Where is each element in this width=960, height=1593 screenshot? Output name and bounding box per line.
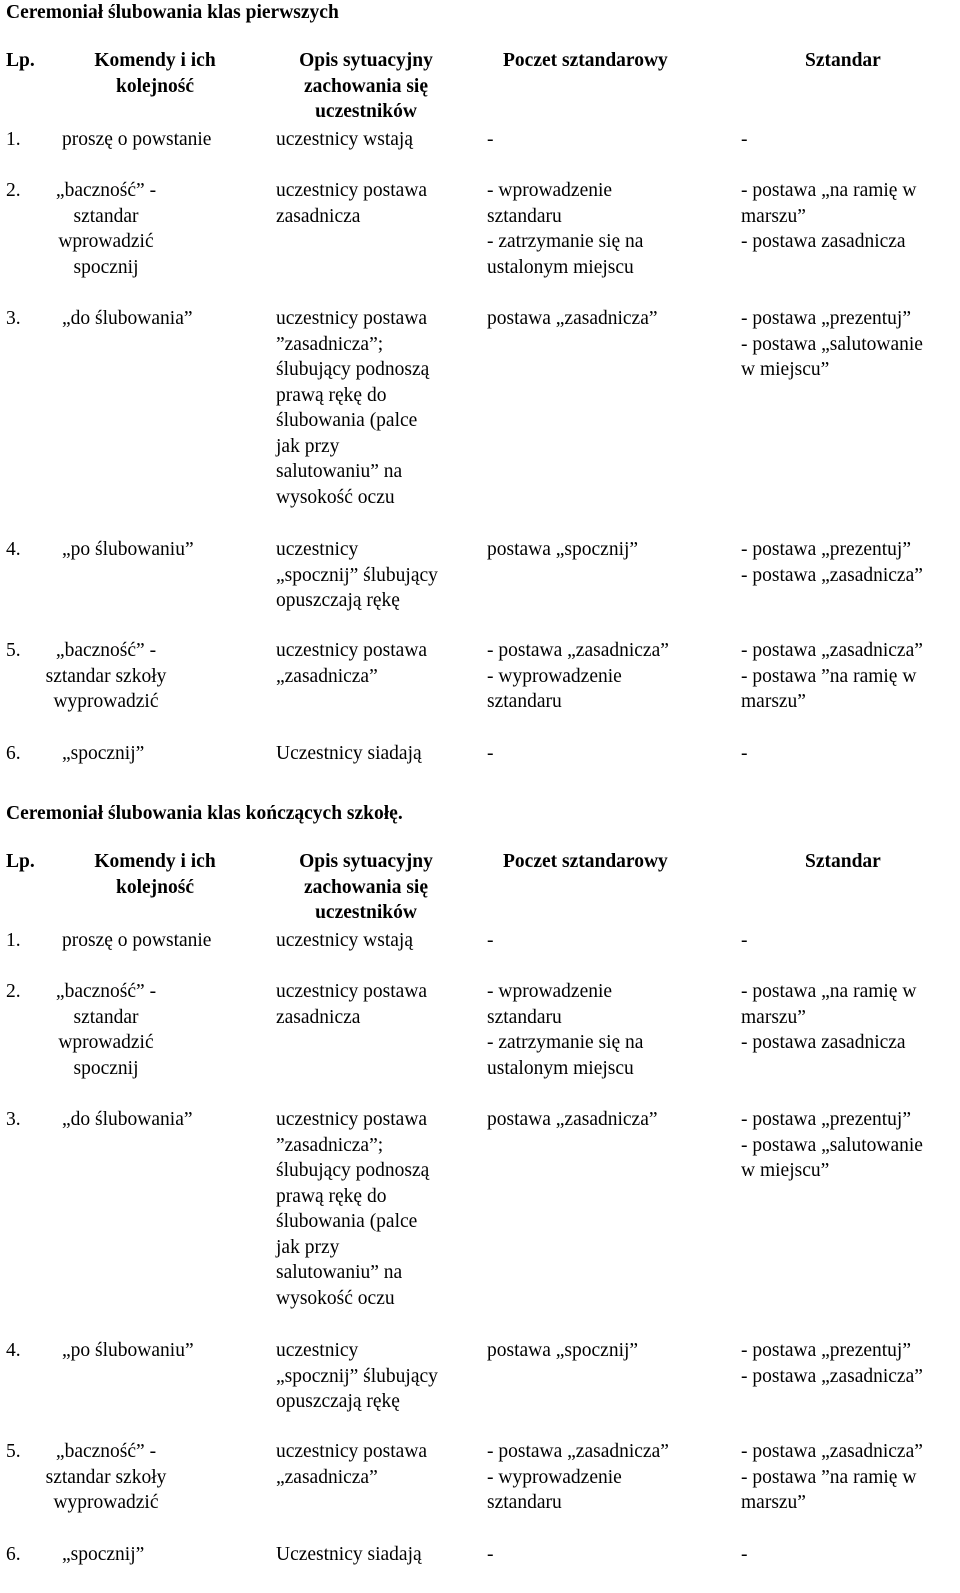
header-opis	[281, 48, 451, 125]
description-line: opuszczają rękę	[276, 590, 400, 611]
description-cell	[276, 638, 427, 689]
header-poczet: Poczet sztandarowy	[503, 50, 668, 71]
description-cell	[276, 178, 427, 229]
header-sztandar: Sztandar	[805, 851, 881, 872]
color-guard-line: -	[487, 930, 494, 951]
color-guard-line: ustalonym miejscu	[487, 256, 634, 278]
banner-cell	[741, 1338, 923, 1389]
row-number: 5.	[6, 640, 21, 661]
color-guard-line: - zatrzymanie się na	[487, 231, 644, 252]
color-guard-line: sztandaru	[487, 205, 562, 227]
row-number: 3.	[6, 308, 21, 329]
color-guard-cell	[487, 1542, 494, 1568]
banner-line: marszu”	[741, 1492, 806, 1513]
color-guard-cell	[487, 1107, 658, 1133]
command-line: „spocznij”	[62, 1544, 145, 1565]
color-guard-line: -	[487, 129, 494, 150]
banner-line: - postawa „na ramię w	[741, 981, 917, 1002]
banner-line: - postawa ”na ramię w	[741, 665, 917, 687]
command-cell	[26, 178, 186, 280]
description-cell	[276, 979, 427, 1030]
description-line: ”zasadnicza”;	[276, 1134, 384, 1156]
color-guard-line: ustalonym miejscu	[487, 1057, 634, 1079]
command-line: sztandar szkoły	[45, 1466, 167, 1488]
command-cell	[26, 979, 186, 1081]
banner-line: - postawa zasadnicza	[741, 231, 906, 252]
header-sztandar: Sztandar	[805, 50, 881, 71]
command-line: spocznij	[73, 1057, 139, 1079]
description-cell	[276, 1542, 422, 1568]
description-cell	[276, 741, 422, 767]
color-guard-line: sztandaru	[487, 1006, 562, 1028]
color-guard-line: - postawa „zasadnicza”	[487, 640, 669, 661]
description-line: uczestnicy postawa	[276, 180, 428, 201]
color-guard-cell	[487, 127, 494, 153]
header-opis-line: zachowania się	[303, 75, 429, 97]
command-line: proszę o powstanie	[62, 129, 212, 150]
header-komendy-line: Komendy i ich	[94, 851, 216, 872]
color-guard-line: - zatrzymanie się na	[487, 1032, 644, 1053]
row-number: 1.	[6, 930, 21, 951]
color-guard-cell	[487, 741, 494, 767]
color-guard-line: - postawa „zasadnicza”	[487, 1441, 669, 1462]
command-cell	[26, 1439, 186, 1516]
color-guard-line: - wprowadzenie	[487, 981, 613, 1002]
banner-cell	[741, 638, 923, 715]
description-cell	[276, 537, 438, 614]
command-line: „baczność” -	[55, 640, 157, 661]
banner-line: - postawa „prezentuj”	[741, 539, 911, 560]
color-guard-line: - wyprowadzenie	[487, 1466, 622, 1488]
description-cell	[276, 1439, 427, 1490]
row-number: 1.	[6, 129, 21, 150]
command-line: „po ślubowaniu”	[62, 1340, 194, 1361]
header-poczet: Poczet sztandarowy	[503, 851, 668, 872]
command-line: „baczność” -	[55, 981, 157, 1002]
color-guard-line: postawa „spocznij”	[487, 539, 639, 560]
description-line: jak przy	[276, 435, 340, 457]
row-number: 3.	[6, 1109, 21, 1130]
header-opis-line: uczestników	[315, 101, 417, 122]
row-number: 6.	[6, 1544, 21, 1565]
banner-line: - postawa zasadnicza	[741, 1032, 906, 1053]
banner-line: - postawa „prezentuj”	[741, 1109, 911, 1130]
color-guard-line: - wprowadzenie	[487, 180, 613, 201]
description-line: ślubowania (palce	[276, 410, 418, 431]
banner-cell	[741, 979, 916, 1056]
banner-line: - postawa „salutowanie	[741, 333, 923, 355]
banner-line: -	[741, 930, 748, 951]
color-guard-line: sztandaru	[487, 1492, 562, 1513]
description-cell	[276, 1338, 438, 1415]
header-opis-line: uczestników	[315, 902, 417, 923]
command-line: „do ślubowania”	[62, 308, 193, 329]
command-line: „baczność” -	[55, 180, 157, 201]
header-komendy	[80, 849, 230, 900]
header-komendy-line: kolejność	[116, 876, 194, 898]
banner-cell	[741, 1542, 748, 1568]
header-opis-line: Opis sytuacyjny	[299, 851, 433, 872]
command-cell	[26, 638, 186, 715]
banner-cell	[741, 928, 748, 954]
color-guard-cell	[487, 638, 669, 715]
command-line: „spocznij”	[62, 743, 145, 764]
description-line: Uczestnicy siadają	[276, 1544, 422, 1565]
command-cell	[62, 1338, 222, 1364]
command-cell	[62, 1542, 222, 1568]
description-line: uczestnicy	[276, 539, 359, 560]
description-cell	[276, 127, 413, 153]
banner-line: - postawa „zasadnicza”	[741, 1441, 923, 1462]
header-lp: Lp.	[6, 851, 35, 872]
color-guard-cell	[487, 928, 494, 954]
command-line: wprowadzić	[58, 231, 154, 252]
banner-cell	[741, 127, 748, 153]
banner-line: - postawa „zasadnicza”	[741, 564, 923, 586]
command-cell	[62, 306, 222, 332]
command-cell	[62, 127, 222, 153]
description-line: zasadnicza	[276, 1006, 361, 1028]
header-komendy-line: kolejność	[116, 75, 194, 97]
command-cell	[62, 741, 222, 767]
description-line: prawą rękę do	[276, 384, 387, 406]
description-line: uczestnicy	[276, 1340, 359, 1361]
description-line: uczestnicy postawa	[276, 1441, 428, 1462]
banner-cell	[741, 306, 923, 383]
color-guard-line: sztandaru	[487, 691, 562, 712]
color-guard-line: postawa „zasadnicza”	[487, 308, 658, 329]
command-line: sztandar szkoły	[45, 665, 167, 687]
command-line: sztandar	[73, 205, 139, 227]
command-line: wyprowadzić	[53, 691, 159, 712]
command-line: wprowadzić	[58, 1032, 154, 1053]
description-line: uczestnicy wstają	[276, 930, 413, 951]
description-cell	[276, 306, 429, 510]
banner-cell	[741, 741, 748, 767]
color-guard-cell	[487, 537, 638, 563]
description-line: ślubujący podnoszą	[276, 1160, 430, 1181]
banner-line: w miejscu”	[741, 359, 830, 380]
header-komendy	[80, 48, 230, 99]
color-guard-line: - wyprowadzenie	[487, 665, 622, 687]
row-number: 6.	[6, 743, 21, 764]
description-line: opuszczają rękę	[276, 1391, 400, 1412]
section-title: Ceremoniał ślubowania klas kończących szkołę.	[6, 803, 403, 824]
color-guard-cell	[487, 306, 658, 332]
header-opis-line: Opis sytuacyjny	[299, 50, 433, 71]
description-line: prawą rękę do	[276, 1185, 387, 1207]
description-line: wysokość oczu	[276, 1287, 395, 1309]
description-line: „spocznij” ślubujący	[276, 1365, 438, 1387]
row-number: 4.	[6, 539, 21, 560]
header-komendy-line: Komendy i ich	[94, 50, 216, 71]
command-cell	[62, 537, 222, 563]
header-opis	[281, 849, 451, 926]
banner-line: w miejscu”	[741, 1160, 830, 1181]
command-line: „baczność” -	[55, 1441, 157, 1462]
banner-line: -	[741, 1544, 748, 1565]
section-title: Ceremoniał ślubowania klas pierwszych	[6, 2, 339, 23]
description-line: „zasadnicza”	[276, 1466, 378, 1488]
description-line: uczestnicy postawa	[276, 640, 428, 661]
row-number: 4.	[6, 1340, 21, 1361]
color-guard-line: -	[487, 1544, 494, 1565]
color-guard-line: postawa „zasadnicza”	[487, 1109, 658, 1130]
command-line: sztandar	[73, 1006, 139, 1028]
description-line: uczestnicy postawa	[276, 308, 428, 329]
color-guard-line: postawa „spocznij”	[487, 1340, 639, 1361]
description-line: jak przy	[276, 1236, 340, 1258]
banner-line: - postawa „na ramię w	[741, 180, 917, 201]
banner-line: - postawa „zasadnicza”	[741, 640, 923, 661]
command-line: proszę o powstanie	[62, 930, 212, 951]
command-line: wyprowadzić	[53, 1492, 159, 1513]
banner-line: - postawa „prezentuj”	[741, 308, 911, 329]
command-line: „do ślubowania”	[62, 1109, 193, 1130]
description-line: ”zasadnicza”;	[276, 333, 384, 355]
description-cell	[276, 928, 413, 954]
description-line: uczestnicy wstają	[276, 129, 413, 150]
banner-cell	[741, 1439, 923, 1516]
banner-cell	[741, 1107, 923, 1184]
color-guard-cell	[487, 979, 643, 1081]
banner-cell	[741, 178, 916, 255]
color-guard-line: -	[487, 743, 494, 764]
banner-cell	[741, 537, 923, 588]
description-line: „zasadnicza”	[276, 665, 378, 687]
description-line: salutowaniu” na	[276, 1262, 403, 1283]
command-cell	[62, 1107, 222, 1133]
description-line: ślubowania (palce	[276, 1211, 418, 1232]
command-line: „po ślubowaniu”	[62, 539, 194, 560]
header-opis-line: zachowania się	[303, 876, 429, 898]
banner-line: - postawa „prezentuj”	[741, 1340, 911, 1361]
banner-line: marszu”	[741, 205, 806, 227]
row-number: 2.	[6, 981, 21, 1002]
description-line: wysokość oczu	[276, 486, 395, 508]
banner-line: - postawa „salutowanie	[741, 1134, 923, 1156]
description-cell	[276, 1107, 429, 1311]
color-guard-cell	[487, 178, 643, 280]
description-line: ślubujący podnoszą	[276, 359, 430, 380]
row-number: 2.	[6, 180, 21, 201]
description-line: „spocznij” ślubujący	[276, 564, 438, 586]
command-line: spocznij	[73, 256, 139, 278]
header-lp: Lp.	[6, 50, 35, 71]
description-line: zasadnicza	[276, 205, 361, 227]
color-guard-cell	[487, 1338, 638, 1364]
ceremony-section	[0, 801, 960, 1591]
banner-line: -	[741, 743, 748, 764]
description-line: Uczestnicy siadają	[276, 743, 422, 764]
banner-line: -	[741, 129, 748, 150]
row-number: 5.	[6, 1441, 21, 1462]
description-line: uczestnicy postawa	[276, 981, 428, 1002]
description-line: salutowaniu” na	[276, 461, 403, 482]
banner-line: marszu”	[741, 1006, 806, 1028]
banner-line: marszu”	[741, 691, 806, 712]
description-line: uczestnicy postawa	[276, 1109, 428, 1130]
color-guard-cell	[487, 1439, 669, 1516]
banner-line: - postawa ”na ramię w	[741, 1466, 917, 1488]
banner-line: - postawa „zasadnicza”	[741, 1365, 923, 1387]
command-cell	[62, 928, 222, 954]
ceremony-section	[0, 0, 960, 790]
